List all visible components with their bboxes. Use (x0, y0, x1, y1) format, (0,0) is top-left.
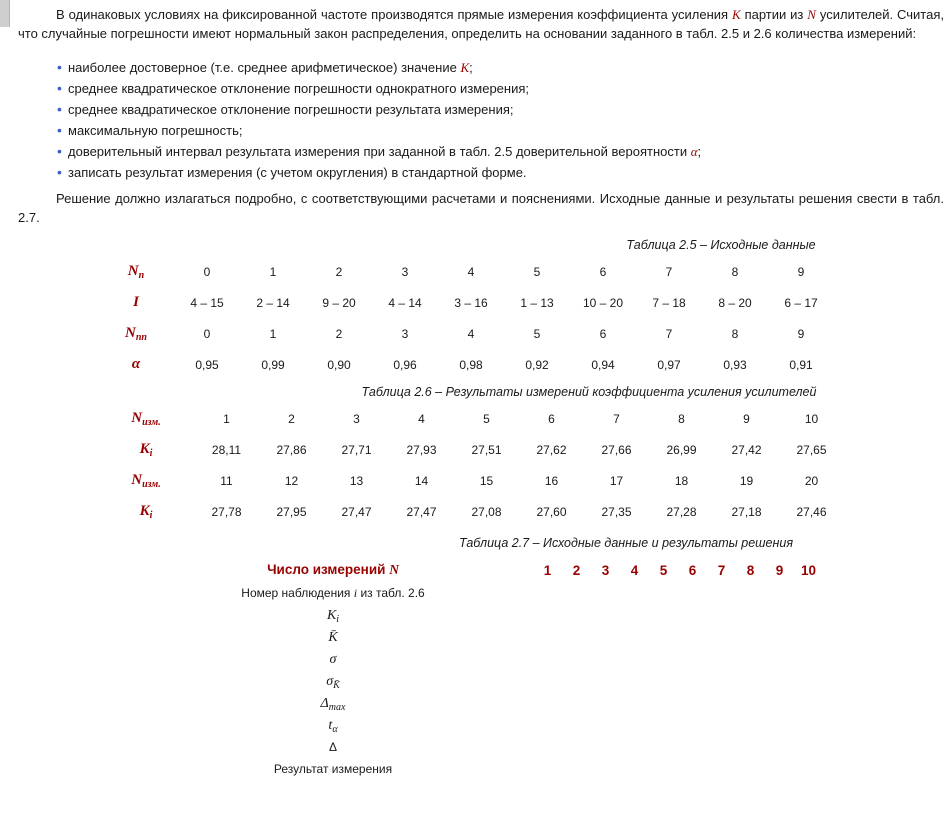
math-subscript: i (149, 509, 153, 521)
bullet-item (57, 162, 944, 183)
table-cell: 3 (353, 411, 360, 426)
bullet-text (68, 120, 242, 141)
table-cell: 8 (678, 411, 685, 426)
math-subscript: п (138, 269, 145, 281)
math-symbol: K (139, 502, 150, 519)
row-label (98, 325, 174, 343)
math-symbol: σ (329, 652, 337, 667)
table-cell: 11 (220, 473, 233, 488)
table-cell: 4 – 14 (388, 295, 422, 310)
bullet-item (57, 57, 944, 78)
table-cell: 27,46 (796, 504, 827, 519)
table-cell: 3 (401, 264, 409, 279)
bullet-marker-icon: • (57, 59, 62, 75)
table-cell: 27,47 (341, 504, 372, 519)
column-header: 5 (659, 562, 668, 578)
math-subscript: изм. (142, 478, 161, 490)
table-cell: 1 (223, 411, 230, 426)
table-cell: 0,96 (393, 357, 417, 372)
row-label (18, 694, 533, 713)
text-run: среднее квадратическое отклонение погрешности однократного измерения; (68, 81, 529, 96)
row-label (18, 762, 533, 776)
bullet-marker-icon: • (57, 143, 62, 159)
table-cell: 0,94 (591, 357, 615, 372)
table-cell: 27,95 (276, 504, 307, 519)
math-symbol: K̄ (333, 679, 340, 691)
table-cell: 9 – 20 (322, 295, 356, 310)
table-cell: 27,28 (666, 504, 697, 519)
text-run: наиболее достоверное (т.е. среднее арифметическое) значение (68, 60, 461, 75)
table-cell: 6 (599, 264, 607, 279)
table-cell: 27,35 (601, 504, 632, 519)
table-row (18, 736, 944, 758)
table-row (18, 403, 944, 434)
math-symbol: i (336, 613, 340, 625)
table-cell: 27,66 (601, 442, 632, 457)
table-cell: 1 (269, 326, 277, 341)
row-label (18, 586, 533, 601)
column-header: 2 (572, 562, 581, 578)
table-cell: 19 (739, 473, 754, 488)
text-run: партии из (740, 7, 808, 22)
column-header: 3 (601, 562, 610, 578)
math-symbol: N (389, 562, 399, 577)
table-cell: 4 (467, 326, 475, 341)
table-cell: 27,60 (536, 504, 567, 519)
table-cell: 9 (797, 264, 805, 279)
column-header: 6 (688, 562, 697, 578)
math-symbol: N (127, 262, 139, 279)
row-label (98, 263, 174, 281)
text-run: из табл. 2.6 (357, 585, 425, 600)
table-cell: 5 (533, 264, 541, 279)
table-cell: 27,86 (276, 442, 307, 457)
table-row (18, 349, 944, 380)
table-cell: 2 – 14 (256, 295, 290, 310)
table-cell: 0,97 (657, 357, 681, 372)
table-cell: 15 (479, 473, 494, 488)
table-cell: 4 (418, 411, 425, 426)
table-cell: 14 (414, 473, 429, 488)
text-run: ; (469, 60, 473, 75)
table-2-7 (18, 558, 944, 780)
table-cell: 26,99 (666, 442, 697, 457)
table-2-7-header-label (18, 562, 533, 578)
table-row (18, 256, 944, 287)
math-subscript: i (149, 447, 153, 459)
bullet-item (57, 78, 944, 99)
table-cell: 2 (335, 326, 343, 341)
math-symbol: N (125, 324, 136, 341)
table-row (18, 287, 944, 318)
table-2-6 (18, 403, 944, 527)
row-label (18, 716, 533, 735)
table-cell: 7 (665, 264, 673, 279)
table-cell: 0,99 (261, 357, 285, 372)
table-cell: 0 (203, 264, 211, 279)
math-symbol: N (131, 471, 143, 488)
column-header: 10 (800, 562, 817, 578)
table-cell: 5 (483, 411, 490, 426)
row-label (18, 672, 533, 691)
table-2-5-caption: Таблица 2.5 – Исходные данные (626, 238, 816, 252)
table-cell: 8 (731, 326, 739, 341)
table-cell: 27,78 (211, 504, 242, 519)
table-cell: 2 (288, 411, 295, 426)
text-run: ; (697, 144, 702, 159)
bullet-marker-icon: • (57, 101, 62, 117)
math-symbol: α (332, 723, 338, 735)
bullet-item (57, 141, 944, 162)
table-row (18, 604, 944, 626)
table-cell: 27,51 (471, 442, 502, 457)
table-cell: 0,91 (789, 357, 813, 372)
table-2-7-body (18, 582, 944, 780)
table-cell: 13 (349, 473, 364, 488)
text-run: Номер наблюдения (241, 585, 354, 600)
table-row (18, 582, 944, 604)
text-run: доверительный интервал результата измерения при заданной в табл. 2.5 доверительной вероятности (68, 144, 691, 159)
table-cell: 1 (269, 264, 277, 279)
bullet-text (68, 78, 529, 99)
math-symbol: α (690, 144, 698, 159)
table-cell: 28,11 (211, 442, 242, 457)
table-cell: 3 – 16 (454, 295, 488, 310)
table-cell: 4 – 15 (190, 295, 224, 310)
row-label (98, 472, 194, 490)
table-row (18, 626, 944, 648)
math-symbol: σ (326, 673, 334, 689)
text-run: Результат измерения (273, 762, 393, 776)
table-2-7-caption: Таблица 2.7 – Исходные данные и результаты решения (458, 536, 794, 550)
math-symbol: i (353, 585, 358, 600)
table-2-7-header-row (18, 558, 944, 582)
table-cell: 0 (203, 326, 211, 341)
bullet-list (57, 57, 944, 183)
table-cell: 0,93 (723, 357, 747, 372)
table-row (18, 714, 944, 736)
table-cell: 8 (731, 264, 739, 279)
instruction-paragraph: Решение должно излагаться подробно, с соответствующими расчетами и пояснениями. Исходные данные и результаты решения свести в табл. 2.7. (18, 191, 944, 225)
math-symbol: t (328, 717, 333, 733)
row-label (18, 606, 533, 625)
table-cell: 1 – 13 (520, 295, 554, 310)
table-cell: 7 – 18 (652, 295, 686, 310)
math-symbol: Δ (320, 695, 329, 711)
math-subscript: изм. (142, 416, 161, 428)
column-header: 4 (630, 562, 639, 578)
table-2-5 (18, 256, 944, 380)
bullet-text (68, 57, 473, 78)
table-cell: 18 (674, 473, 689, 488)
table-cell: 0,95 (195, 357, 219, 372)
bullet-marker-icon: • (57, 164, 62, 180)
table-cell: 4 (467, 264, 475, 279)
table-cell: 12 (284, 473, 299, 488)
table-cell: 0,90 (327, 357, 351, 372)
math-symbol: K (326, 607, 337, 623)
text-run: Δ (328, 740, 337, 754)
column-header: 7 (717, 562, 726, 578)
text-run: среднее квадратическое отклонение погрешности результата измерения; (68, 102, 514, 117)
text-run: усилителей. Считая, что случайные погрешности имеют нормальный закон распределения, определить на основании заданного в табл. 2.5 и 2.6 количества измерений: (18, 7, 944, 41)
table-cell: 3 (401, 326, 409, 341)
table-cell: 9 (743, 411, 750, 426)
table-cell: 2 (335, 264, 343, 279)
table-cell: 0,92 (525, 357, 549, 372)
math-symbol: N (807, 7, 816, 22)
table-cell: 20 (804, 473, 819, 488)
bullet-item (57, 99, 944, 120)
table-cell: 27,71 (341, 442, 372, 457)
bullet-marker-icon: • (57, 80, 62, 96)
table-cell: 6 – 17 (784, 295, 818, 310)
bullet-text (68, 99, 514, 120)
table-row (18, 670, 944, 692)
row-label (18, 650, 533, 668)
table-row (18, 496, 944, 527)
table-cell: 10 (804, 411, 819, 426)
text-run: максимальную погрешность; (68, 123, 243, 138)
bullet-text (68, 162, 527, 183)
table-cell: 9 (797, 326, 805, 341)
table-cell: 0,98 (459, 357, 483, 372)
math-subscript: пп (135, 331, 147, 343)
column-header: 8 (746, 562, 755, 578)
table-cell: 27,47 (406, 504, 437, 519)
math-symbol: α (131, 356, 141, 372)
math-symbol: K̄ (328, 630, 338, 645)
table-cell: 7 (665, 326, 673, 341)
table-cell: 5 (533, 326, 541, 341)
table-cell: 27,93 (406, 442, 437, 457)
scrollbar-fragment[interactable] (0, 0, 10, 27)
column-header: 1 (543, 562, 552, 578)
table-cell: 8 – 20 (718, 295, 752, 310)
math-symbol: N (131, 409, 143, 426)
row-label (98, 503, 194, 521)
row-label (98, 410, 194, 428)
math-symbol: I (133, 294, 139, 310)
math-symbol: K (732, 7, 741, 22)
row-label (18, 628, 533, 646)
table-row (18, 648, 944, 670)
column-header: 9 (775, 562, 784, 578)
table-cell: 6 (599, 326, 607, 341)
text-run: В одинаковых условиях на фиксированной частоте производятся прямые измерения коэффициента усиления (56, 7, 732, 22)
table-row (18, 465, 944, 496)
intro-paragraph (18, 5, 944, 43)
table-cell: 27,08 (471, 504, 502, 519)
table-cell: 27,18 (731, 504, 762, 519)
text-run: записать результат измерения (с учетом округления) в стандартной форме. (68, 165, 527, 180)
math-symbol: K (460, 60, 470, 75)
row-label (98, 294, 174, 311)
row-label (18, 740, 533, 754)
table-cell: 27,62 (536, 442, 567, 457)
table-row (18, 758, 944, 780)
bullet-item (57, 120, 944, 141)
math-symbol: max (328, 701, 346, 713)
table-cell: 17 (609, 473, 624, 488)
table-2-6-caption: Таблица 2.6 – Результаты измерений коэффициента усиления усилителей (361, 385, 817, 399)
table-cell: 16 (544, 473, 559, 488)
bullet-text (68, 141, 701, 162)
table-cell: 27,42 (731, 442, 762, 457)
row-label (98, 441, 194, 459)
text-run: Число измерений (267, 562, 390, 577)
table-cell: 10 – 20 (582, 295, 624, 310)
table-cell: 6 (548, 411, 555, 426)
table-row (18, 318, 944, 349)
table-row (18, 692, 944, 714)
table-cell: 7 (613, 411, 620, 426)
table-row (18, 434, 944, 465)
math-symbol: K (139, 440, 150, 457)
table-cell: 27,65 (796, 442, 827, 457)
row-label (98, 356, 174, 373)
bullet-marker-icon: • (57, 122, 62, 138)
